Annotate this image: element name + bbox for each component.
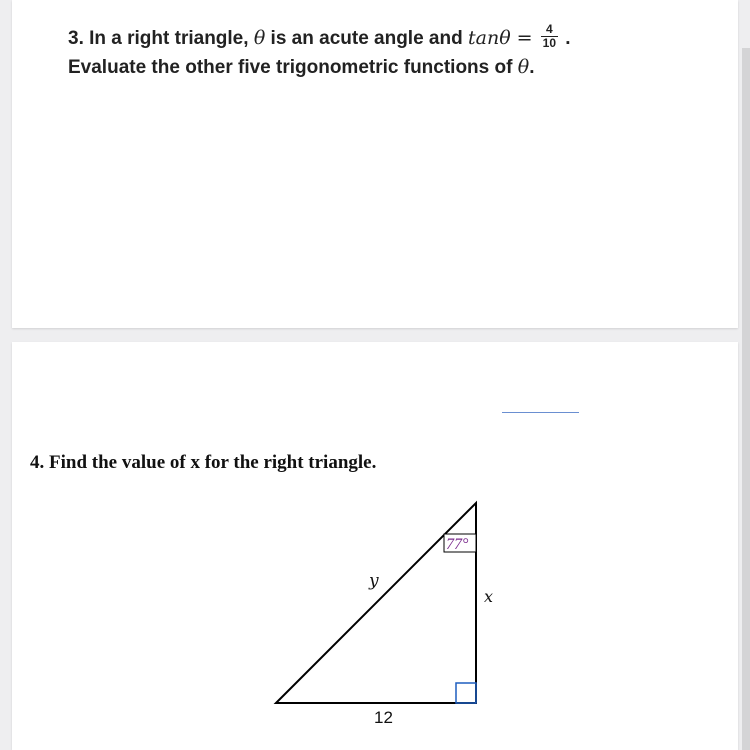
q3-frac-denominator: 10 (542, 36, 556, 51)
question-3-text (68, 24, 708, 82)
q3-frac-numerator: 4 (541, 23, 558, 37)
q3-line2: Evaluate the other five trigonometric functions of (68, 57, 518, 78)
q3-tan: tanθ (468, 27, 511, 49)
question-4-text: 4. Find the value of x for the right triangle. (30, 452, 377, 473)
q3-prefix: 3. In a right triangle, (68, 28, 254, 49)
triangle-outline (276, 503, 476, 703)
q3-fraction (541, 23, 558, 50)
q3-equals: = (510, 27, 539, 49)
question-4-page (12, 342, 738, 750)
angle-label: 77° (446, 536, 469, 553)
question-3-page (12, 0, 738, 328)
scrollbar[interactable] (742, 48, 750, 750)
vertical-side-label: x (484, 587, 494, 606)
q3-line2-end: . (529, 57, 535, 78)
right-triangle-diagram (12, 342, 738, 750)
base-label: 12 (374, 708, 393, 727)
q3-theta: θ (253, 27, 266, 49)
q3-middle: is an acute angle and (265, 28, 468, 49)
hypotenuse-label: y (369, 571, 379, 591)
q3-line2-theta: θ (517, 56, 530, 78)
q3-period: . (560, 28, 571, 49)
right-angle-marker (456, 683, 476, 703)
